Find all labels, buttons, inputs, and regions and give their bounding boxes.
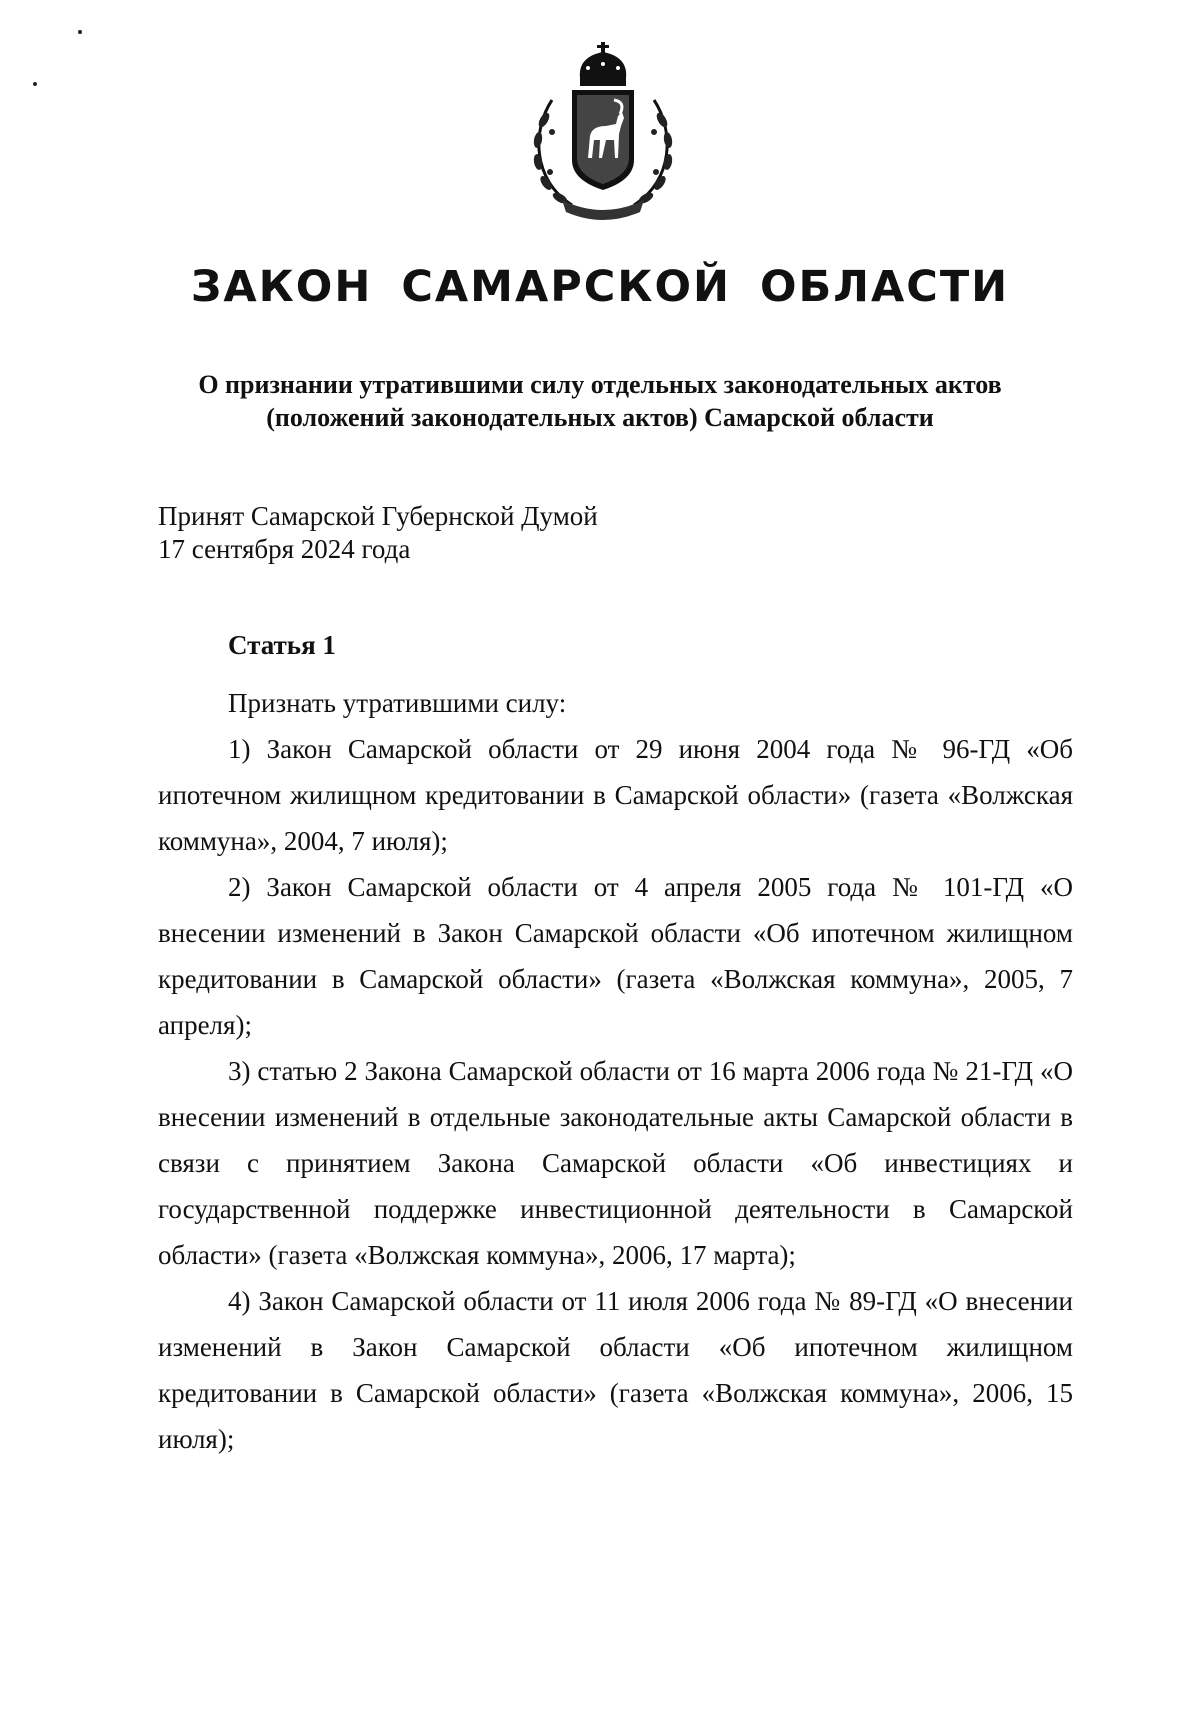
- list-item: 3) статью 2 Закона Самарской области от 16 марта 2006 года № 21-ГД «О внесении изменений в отдельные законодательные акты Самарской области в связи с принятием Закона Самарской области «Об инвестициях и государственной поддержке инвестиционной деятельности в Самарской области» (газета «Волжская коммуна», 2006, 17 марта);: [158, 1056, 1073, 1270]
- coat-of-arms-emblem: [522, 40, 684, 220]
- article-heading: Статья 1: [228, 630, 336, 660]
- subtitle-line: О признании утратившими силу отдельных законодательных актов: [198, 370, 1002, 399]
- adoption-date: 17 сентября 2024 года: [158, 534, 411, 564]
- document-title: ЗАКОН САМАРСКОЙ ОБЛАСТИ: [190, 262, 1010, 312]
- scan-speck: [78, 30, 82, 34]
- article-body: [158, 680, 1073, 1462]
- subtitle-line: (положений законодательных актов) Самарской области: [266, 403, 934, 432]
- scan-speck: [33, 82, 37, 86]
- list-item: 1) Закон Самарской области от 29 июня 2004 года № 96-ГД «Об ипотечном жилищном кредитовании в Самарской области» (газета «Волжская коммуна», 2004, 7 июля);: [158, 734, 1073, 856]
- document-subtitle: [130, 368, 1070, 434]
- adoption-body: Принят Самарской Губернской Думой: [158, 501, 598, 531]
- article-intro: Признать утратившими силу:: [228, 688, 567, 718]
- list-item: 4) Закон Самарской области от 11 июля 2006 года № 89-ГД «О внесении изменений в Закон Самарской области «Об ипотечном жилищном кредитовании в Самарской области» (газета «Волжская коммуна», 2006, 15 июля);: [158, 1286, 1073, 1454]
- list-item: 2) Закон Самарской области от 4 апреля 2005 года № 101-ГД «О внесении изменений в Закон Самарской области «Об ипотечном жилищном кредитовании в Самарской области» (газета «Волжская коммуна», 2005, 7 апреля);: [158, 872, 1073, 1040]
- adoption-info: [158, 500, 598, 566]
